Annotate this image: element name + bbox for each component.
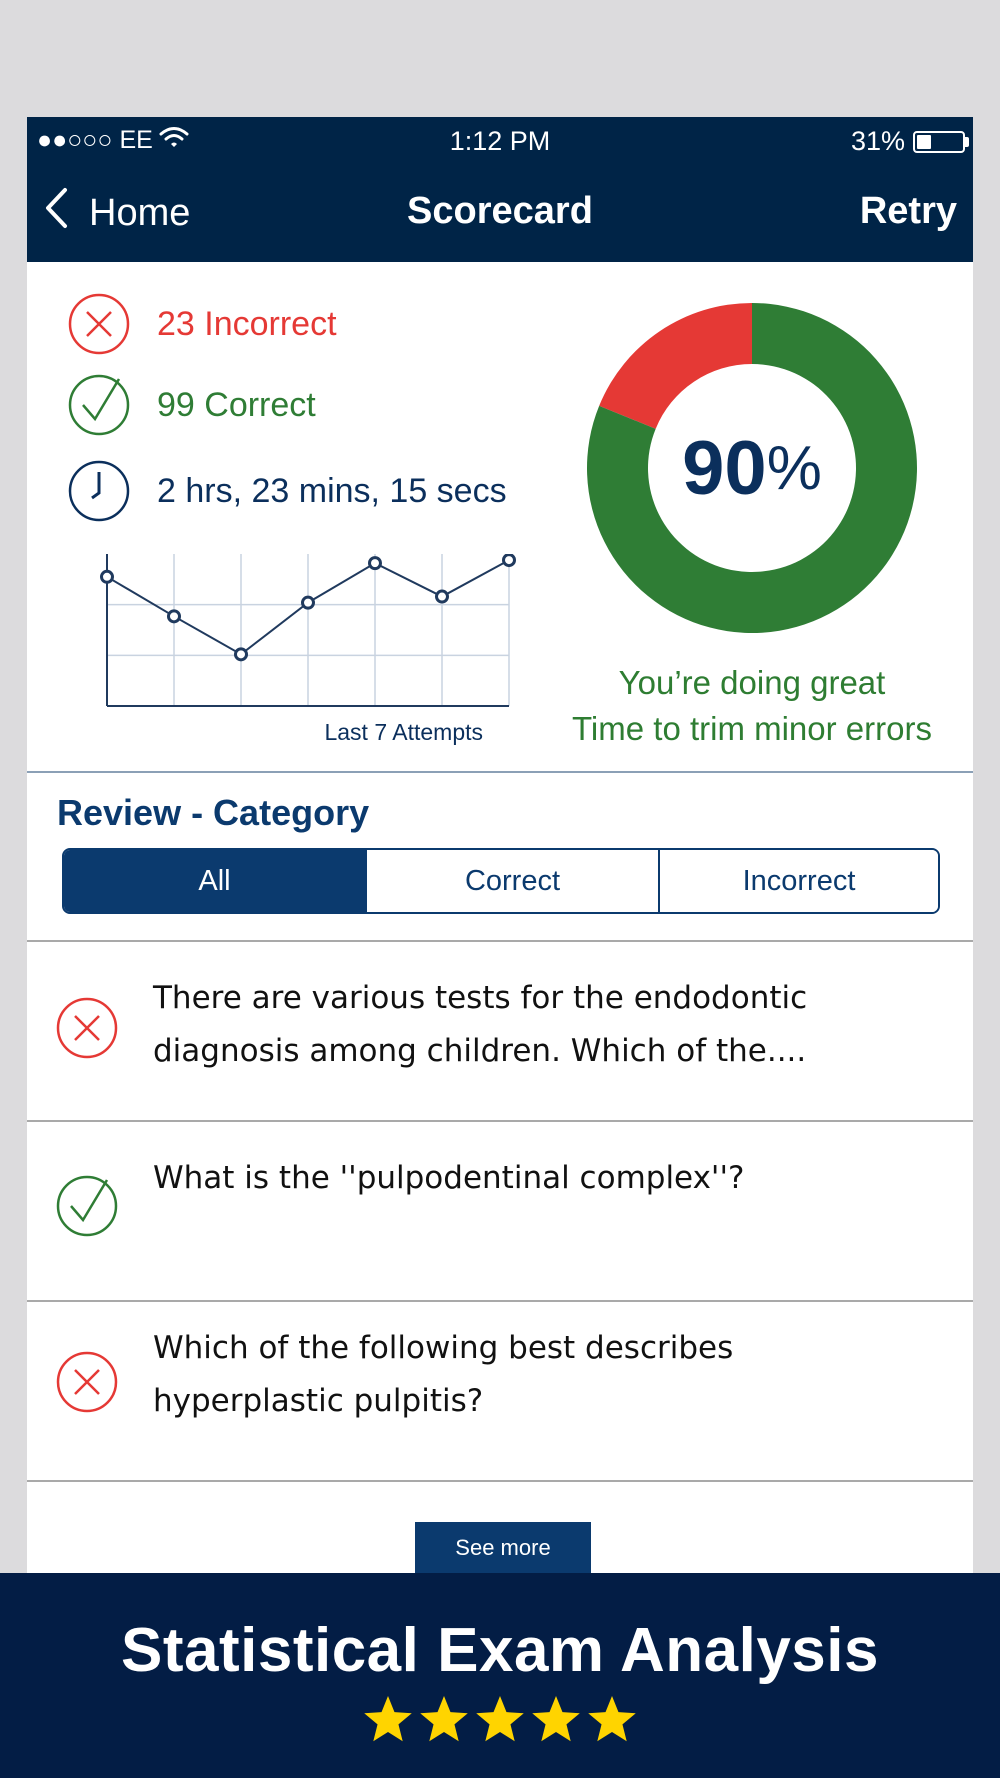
data-point	[236, 649, 247, 660]
incorrect-count: 23 Incorrect	[157, 304, 337, 343]
data-point	[169, 611, 180, 622]
carrier-label: ●●○○○ EE	[37, 126, 153, 154]
data-point	[437, 591, 448, 602]
data-point	[504, 555, 515, 566]
see-more-button[interactable]: See more	[415, 1522, 591, 1573]
question-text	[153, 1152, 873, 1205]
nav-bar	[27, 177, 973, 262]
x-circle-icon	[55, 1350, 119, 1414]
battery-icon	[913, 131, 965, 153]
question-item[interactable]	[27, 1122, 973, 1300]
incorrect-stat	[67, 292, 337, 356]
tab-all[interactable]: All	[64, 850, 365, 912]
status-bar	[27, 117, 973, 167]
check-circle-icon	[67, 373, 131, 437]
correct-stat	[67, 373, 316, 437]
x-circle-icon	[67, 292, 131, 356]
question-line: Which of the following best describes	[153, 1330, 734, 1366]
correct-count: 99 Correct	[157, 385, 316, 424]
score-number: 90	[682, 425, 767, 511]
star-icon	[475, 1695, 525, 1743]
phone-screen	[27, 117, 973, 1573]
score-percentage	[585, 301, 919, 635]
top-bar	[27, 117, 973, 262]
check-circle-icon	[55, 1174, 119, 1238]
question-line: hyperplastic pulpitis?	[153, 1383, 484, 1419]
back-label: Home	[89, 191, 191, 234]
rating-stars	[0, 1695, 1000, 1743]
category-filter	[62, 848, 940, 914]
x-circle-icon	[55, 996, 119, 1060]
star-icon	[419, 1695, 469, 1743]
clock-icon	[67, 459, 131, 523]
question-line: diagnosis among children. Which of the....	[153, 1033, 807, 1069]
promo-banner	[0, 1573, 1000, 1778]
question-text	[153, 972, 873, 1078]
page-title: Scorecard	[407, 190, 593, 232]
question-line: What is the ''pulpodentinal complex''?	[153, 1160, 745, 1196]
data-point	[102, 571, 113, 582]
question-line: There are various tests for the endodontic	[153, 980, 808, 1016]
data-point	[370, 558, 381, 569]
banner-title: Statistical Exam Analysis	[120, 1616, 879, 1685]
chart-caption: Last 7 Attempts	[324, 719, 483, 745]
battery-indicator	[851, 126, 969, 157]
section-divider	[27, 771, 973, 773]
question-item[interactable]	[27, 942, 973, 1120]
question-item[interactable]	[27, 1302, 973, 1480]
tab-incorrect[interactable]: Incorrect	[658, 850, 938, 912]
encouragement-line-2: Time to trim minor errors	[572, 710, 932, 747]
star-icon	[363, 1695, 413, 1743]
question-text	[153, 1322, 873, 1428]
duration-stat	[67, 459, 507, 523]
list-divider	[27, 1480, 973, 1482]
score-symbol: %	[766, 433, 822, 503]
review-title: Review - Category	[57, 792, 370, 833]
encouragement-line-1: You’re doing great	[618, 664, 886, 701]
data-point	[303, 597, 314, 608]
retry-button[interactable]: Retry	[859, 190, 957, 232]
star-icon	[531, 1695, 581, 1743]
tab-correct[interactable]: Correct	[365, 850, 658, 912]
clock: 1:12 PM	[449, 126, 551, 156]
star-icon	[587, 1695, 637, 1743]
duration-text: 2 hrs, 23 mins, 15 secs	[157, 471, 507, 510]
battery-percent: 31%	[850, 126, 905, 156]
